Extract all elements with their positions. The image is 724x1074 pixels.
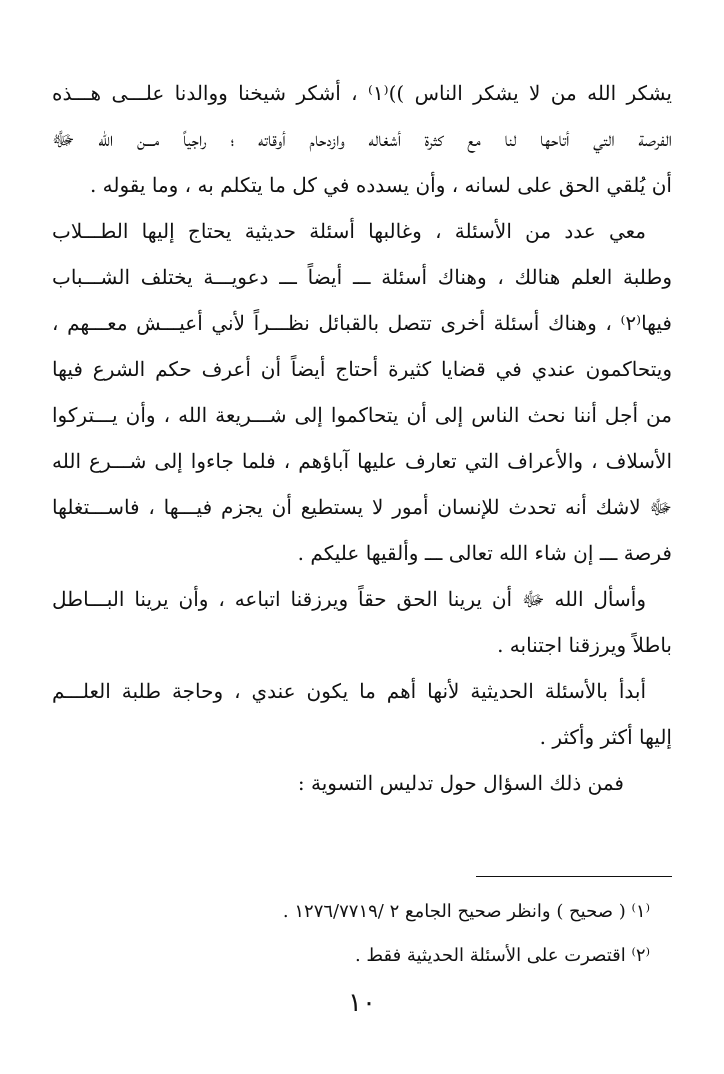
text-line: الفرصة التي أتاحها لنا مع كثرة أشغاله وازدحام أوقاته ؛ راجياً مـــن الله ﷻ: [52, 127, 672, 151]
footnotes: [52, 890, 672, 978]
text-line: يشكر الله من لا يشكر الناس ))⁽١⁾ ، أشكر شيخنا ووالدنا علـــى هـــذه: [52, 81, 672, 105]
text-line: وطلبة العلم هنالك ، وهناك أسئلة ـــ أيضاً ـــ دعويـــة يختلف الشـــباب: [52, 265, 672, 289]
footnote-1: ⁽١⁾ ( صحيح ) وانظر صحيح الجامع ٢ /١٢٧٦/٧٧١٩ .: [282, 901, 650, 922]
text-line: وأسأل الله ﷻ أن يرينا الحق حقاً ويرزقنا اتباعه ، وأن يرينا البـــاطل: [52, 587, 646, 611]
text-line: الأسلاف ، والأعراف التي تعارف عليها آباؤهم ، فلما جاءوا إلى شـــرع الله: [52, 449, 672, 473]
text-line: ﷻ لاشك أنه تحدث للإنسان أمور لا يستطيع أن يجزم فيـــها ، فاســـتغلها: [52, 495, 672, 519]
page-number: ١٠: [348, 988, 376, 1018]
text-line: فرصة ـــ إن شاء الله تعالى ـــ وألقيها عليكم .: [297, 541, 672, 565]
text-line: فمن ذلك السؤال حول تدليس التسوية :: [297, 771, 624, 795]
text-line: معي عدد من الأسئلة ، وغالبها أسئلة حديثية يحتاج إليها الطـــلاب: [52, 219, 646, 243]
text-line: إليها أكثر وأكثر .: [539, 725, 672, 749]
text-line: ويتحاكمون عندي في قضايا كثيرة أحتاج أيضاً أن أعرف حكم الشرع فيها: [52, 357, 672, 381]
text-line: باطلاً ويرزقنا اجتنابه .: [497, 633, 672, 657]
footnote-2: ⁽٢⁾ اقتصرت على الأسئلة الحديثية فقط .: [354, 945, 650, 966]
text-line: أن يُلقي الحق على لسانه ، وأن يسدده في كل ما يتكلم به ، وما يقوله .: [89, 173, 672, 197]
footnote-divider: [476, 876, 672, 877]
text-line: أبدأ بالأسئلة الحديثية لأنها أهم ما يكون عندي ، وحاجة طلبة العلـــم: [52, 679, 646, 703]
text-line: فيها⁽٢⁾ ، وهناك أسئلة أخرى تتصل بالقبائل نظـــراً لأني أعيـــش معـــهم ،: [52, 311, 672, 335]
body-text: [52, 70, 672, 806]
text-line: من أجل أننا نحث الناس إلى أن يتحاكموا إلى شـــريعة الله ، وأن يـــتركوا: [52, 403, 672, 427]
